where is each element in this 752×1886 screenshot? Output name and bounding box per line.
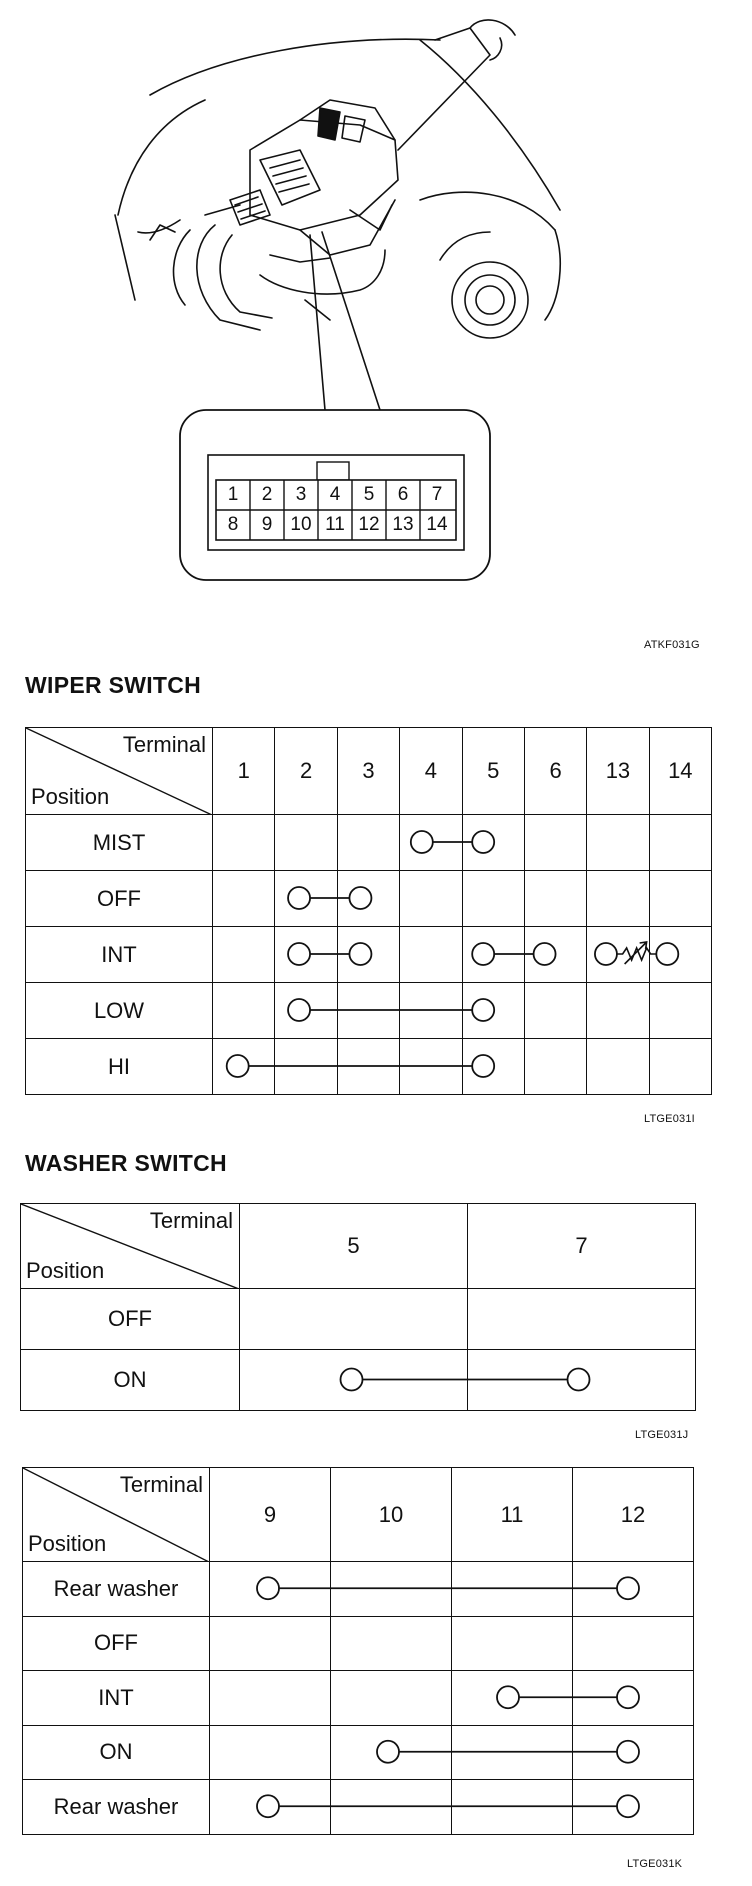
rear-terminal-10: 10 xyxy=(331,1468,452,1562)
wiper-position-int: INT xyxy=(26,927,213,983)
wiper-cell xyxy=(462,815,524,871)
washer-cell xyxy=(468,1289,696,1350)
wiper-switch-title: WIPER SWITCH xyxy=(25,672,202,698)
wiper-terminal-5: 5 xyxy=(462,728,524,815)
wiper-terminal-1: 1 xyxy=(213,728,275,815)
wiper-terminal-label: Terminal xyxy=(122,732,206,757)
connector-pin-8: 8 xyxy=(227,514,239,535)
wiper-cell xyxy=(524,927,586,983)
wiper-cell xyxy=(462,927,524,983)
washer-cell xyxy=(240,1350,468,1411)
wiper-cell xyxy=(649,1039,711,1095)
wiper-cell xyxy=(524,983,586,1039)
wiper-cell xyxy=(213,927,275,983)
wiper-cell xyxy=(462,983,524,1039)
rear-terminal-label: Terminal xyxy=(119,1472,203,1497)
connector-pin-2: 2 xyxy=(261,484,273,505)
wiper-cell xyxy=(649,815,711,871)
connector-pin-5: 5 xyxy=(363,484,375,505)
wiper-row xyxy=(26,1039,712,1095)
wiper-cell xyxy=(524,1039,586,1095)
wiper-terminal-4: 4 xyxy=(400,728,462,815)
wiper-table-code: LTGE031I xyxy=(644,1113,695,1125)
wiper-row xyxy=(26,871,712,927)
rear-position-off: OFF xyxy=(23,1616,210,1671)
washer-terminal-5: 5 xyxy=(240,1204,468,1289)
wiper-cell xyxy=(275,1039,337,1095)
wiper-cell xyxy=(462,1039,524,1095)
connector-pin-3: 3 xyxy=(295,484,307,505)
wiper-grid xyxy=(25,727,712,1095)
wiper-cell xyxy=(337,1039,399,1095)
rear-row xyxy=(23,1562,694,1617)
wiper-terminal-13: 13 xyxy=(587,728,649,815)
wiper-cell xyxy=(587,871,649,927)
washer-position-on: ON xyxy=(21,1350,240,1411)
wiper-cell xyxy=(400,1039,462,1095)
rear-cell xyxy=(452,1671,573,1726)
rear-position-rear-washer: Rear washer xyxy=(23,1780,210,1835)
connector-pin-13: 13 xyxy=(392,514,414,535)
wiper-cell xyxy=(337,815,399,871)
wiper-row xyxy=(26,983,712,1039)
rear-terminal-9: 9 xyxy=(210,1468,331,1562)
wiper-cell xyxy=(213,871,275,927)
washer-switch-title: WASHER SWITCH xyxy=(25,1150,227,1176)
washer-terminal-7: 7 xyxy=(468,1204,696,1289)
rear-row xyxy=(23,1725,694,1780)
wiper-cell xyxy=(649,927,711,983)
rear-cell xyxy=(210,1725,331,1780)
rear-cell xyxy=(573,1725,694,1780)
figure-code: ATKF031G xyxy=(644,639,700,651)
rear-row xyxy=(23,1616,694,1671)
rear-row xyxy=(23,1671,694,1726)
rear-wiper-switch-table xyxy=(22,1467,688,1835)
rear-position-label: Position xyxy=(28,1531,107,1556)
wiper-cell xyxy=(275,927,337,983)
wiper-cell xyxy=(649,983,711,1039)
connector-pin-4: 4 xyxy=(329,484,341,505)
connector-pin-10: 10 xyxy=(290,514,312,535)
rear-cell xyxy=(210,1562,331,1617)
washer-cell xyxy=(240,1289,468,1350)
rear-position-rear-washer: Rear washer xyxy=(23,1562,210,1617)
wiper-cell xyxy=(587,1039,649,1095)
connector-pin-1: 1 xyxy=(227,484,239,505)
wiper-cell xyxy=(587,815,649,871)
rear-cell xyxy=(573,1780,694,1835)
wiper-cell xyxy=(275,871,337,927)
wiper-cell xyxy=(275,815,337,871)
washer-position-label: Position xyxy=(26,1258,105,1283)
wiper-cell xyxy=(337,927,399,983)
wiper-cell xyxy=(400,983,462,1039)
wiper-terminal-6: 6 xyxy=(524,728,586,815)
rear-cell xyxy=(573,1616,694,1671)
wiper-cell xyxy=(587,927,649,983)
wiper-terminal-3: 3 xyxy=(337,728,399,815)
washer-position-off: OFF xyxy=(21,1289,240,1350)
connector-pin-7: 7 xyxy=(431,484,443,505)
wiper-cell xyxy=(400,815,462,871)
rear-terminal-11: 11 xyxy=(452,1468,573,1562)
wiper-terminal-14: 14 xyxy=(649,728,711,815)
rear-cell xyxy=(573,1562,694,1617)
wiper-position-mist: MIST xyxy=(26,815,213,871)
washer-row xyxy=(21,1350,696,1411)
rear-row xyxy=(23,1780,694,1835)
wiper-position-low: LOW xyxy=(26,983,213,1039)
rear-header-corner xyxy=(23,1468,210,1562)
wiper-cell xyxy=(213,983,275,1039)
wiper-cell xyxy=(400,871,462,927)
wiper-row xyxy=(26,927,712,983)
wiper-cell xyxy=(649,871,711,927)
wiper-header-corner xyxy=(26,728,213,815)
connector-pin-14: 14 xyxy=(426,514,448,535)
wiper-position-off: OFF xyxy=(26,871,213,927)
rear-cell xyxy=(331,1616,452,1671)
wiper-cell xyxy=(462,871,524,927)
rear-cell xyxy=(452,1616,573,1671)
rear-grid xyxy=(22,1467,694,1835)
wiper-cell xyxy=(213,1039,275,1095)
wiper-cell xyxy=(337,871,399,927)
rear-cell xyxy=(452,1562,573,1617)
wiper-cell xyxy=(337,983,399,1039)
wiper-cell xyxy=(275,983,337,1039)
wiper-cell xyxy=(213,815,275,871)
wiper-cell xyxy=(400,927,462,983)
rear-terminal-12: 12 xyxy=(573,1468,694,1562)
wiper-terminal-2: 2 xyxy=(275,728,337,815)
rear-cell xyxy=(210,1780,331,1835)
rear-table-code: LTGE031K xyxy=(627,1858,683,1870)
steering-column-illustration xyxy=(0,0,752,600)
rear-cell xyxy=(331,1780,452,1835)
connector-pin-12: 12 xyxy=(358,514,380,535)
wiper-row xyxy=(26,815,712,871)
washer-table-code: LTGE031J xyxy=(635,1429,689,1441)
connector-pin-11: 11 xyxy=(325,514,345,535)
wiper-position-hi: HI xyxy=(26,1039,213,1095)
wiper-cell xyxy=(524,815,586,871)
washer-switch-table xyxy=(20,1203,692,1413)
wiper-cell xyxy=(587,983,649,1039)
washer-header-corner xyxy=(21,1204,240,1289)
wiper-position-label: Position xyxy=(31,784,110,809)
rear-cell xyxy=(210,1671,331,1726)
rear-cell xyxy=(452,1725,573,1780)
wiper-cell xyxy=(524,871,586,927)
washer-row xyxy=(21,1289,696,1350)
rear-cell xyxy=(573,1671,694,1726)
rear-cell xyxy=(331,1671,452,1726)
rear-cell xyxy=(210,1616,331,1671)
wiper-switch-table xyxy=(25,727,702,1092)
rear-cell xyxy=(452,1780,573,1835)
connector-pin-6: 6 xyxy=(397,484,409,505)
rear-cell xyxy=(331,1562,452,1617)
rear-cell xyxy=(331,1725,452,1780)
washer-terminal-label: Terminal xyxy=(149,1208,233,1233)
connector-pin-9: 9 xyxy=(261,514,273,535)
rear-position-on: ON xyxy=(23,1725,210,1780)
washer-grid xyxy=(20,1203,696,1411)
washer-cell xyxy=(468,1350,696,1411)
rear-position-int: INT xyxy=(23,1671,210,1726)
